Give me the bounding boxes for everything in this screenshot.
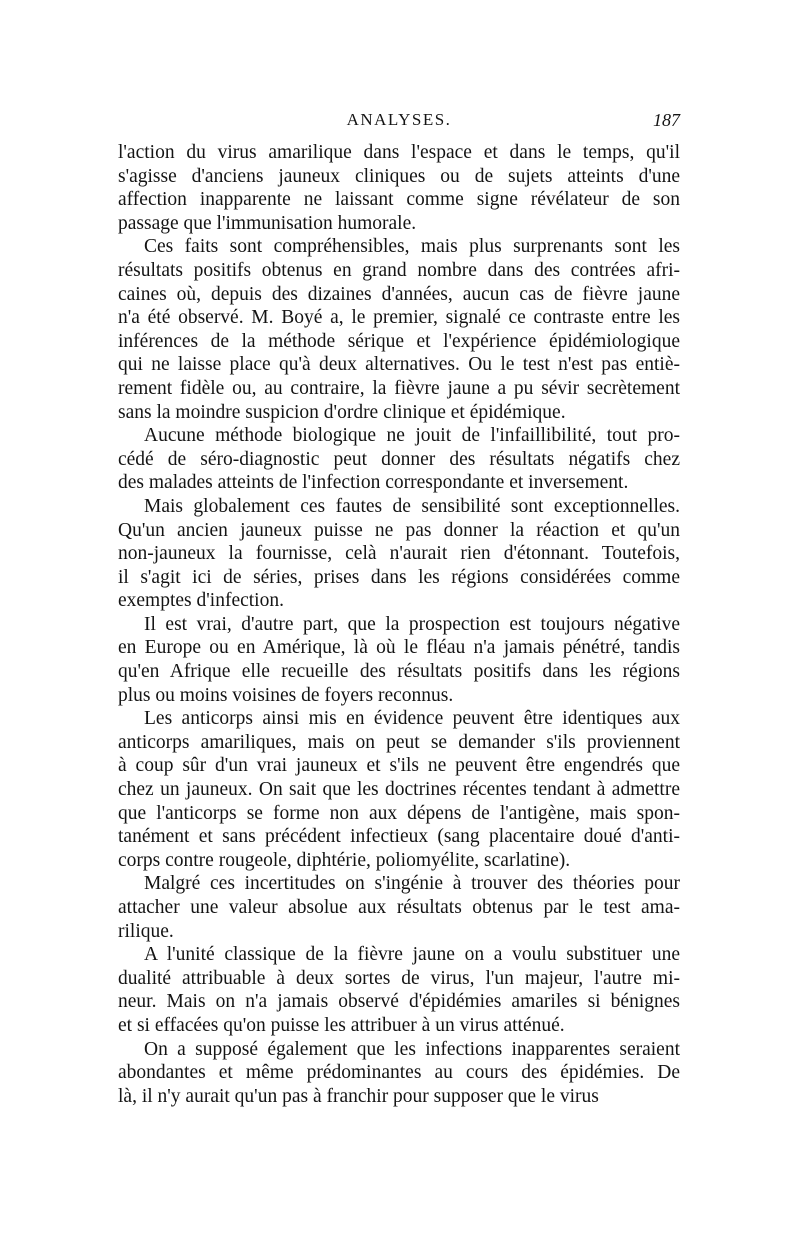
text-line: abondantes et même prédominantes au cours des épidémies. De: [118, 1062, 680, 1084]
paragraph: [118, 424, 680, 495]
text-line: affection inapparente ne laissant comme signe révélateur de son: [118, 189, 680, 211]
text-line: l'action du virus amarilique dans l'espace et dans le temps, qu'il: [118, 142, 680, 163]
text-line: en Europe ou en Amérique, là où le fléau n'a jamais pénétré, tandis: [118, 637, 680, 659]
text-line: là, il n'y aurait qu'un pas à franchir pour supposer que le virus: [118, 1085, 599, 1107]
text-line: Ces faits sont compréhensibles, mais plus surprenants sont les: [144, 236, 680, 258]
text-line: attacher une valeur absolue aux résultats obtenus par le test ama-: [118, 897, 680, 918]
body-text: [118, 141, 680, 1108]
text-line: anticorps amariliques, mais on peut se demander s'ils proviennent: [118, 731, 680, 753]
text-line: inférences de la méthode sérique et l'expérience épidémiologique: [118, 330, 680, 352]
text-line: non-jauneux la fournisse, celà n'aurait rien d'étonnant. Toutefois,: [118, 543, 680, 565]
text-line: exemptes d'infection.: [118, 590, 284, 612]
paragraph: [118, 943, 680, 1037]
text-line: des malades atteints de l'infection correspondante et inversement.: [118, 472, 629, 494]
text-line: rilique.: [118, 920, 174, 942]
text-line: Qu'un ancien jauneux puisse ne pas donner la réaction et qu'un: [118, 519, 680, 541]
paragraph: [118, 872, 680, 943]
paragraph: [118, 141, 680, 235]
text-line: corps contre rougeole, diphtérie, poliomyélite, scarlatine).: [118, 849, 571, 871]
text-line: rement fidèle ou, au contraire, la fièvre jaune a pu sévir secrètement: [118, 377, 680, 399]
paragraph: [118, 1038, 680, 1109]
running-head: [118, 108, 680, 132]
paragraph: [118, 613, 680, 707]
text-line: passage que l'immunisation humorale.: [118, 212, 417, 234]
text-line: que l'anticorps se forme non aux dépens de l'antigène, mais spon-: [118, 802, 680, 824]
text-line: Malgré ces incertitudes on s'ingénie à trouver des théories pour: [144, 873, 680, 895]
text-line: Il est vrai, d'autre part, que la prospection est toujours négative: [144, 613, 680, 635]
text-line: tanément et sans précédent infectieux (sang placentaire doué d'anti-: [118, 826, 680, 848]
text-line: qu'en Afrique elle recueille des résultats positifs dans les régions: [118, 661, 680, 683]
text-line: dualité attribuable à deux sortes de virus, l'un majeur, l'autre mi-: [118, 967, 680, 989]
text-line: neur. Mais on n'a jamais observé d'épidémies amariles si bénignes: [118, 991, 680, 1013]
text-line: n'a été observé. M. Boyé a, le premier, signalé ce contraste entre les: [118, 307, 680, 329]
text-line: résultats positifs obtenus en grand nombre dans des contrées afri-: [118, 259, 680, 281]
text-line: On a supposé également que les infections inapparentes seraient: [144, 1038, 680, 1060]
running-title: ANALYSES.: [346, 110, 452, 129]
text-line: Les anticorps ainsi mis en évidence peuvent être identiques aux: [144, 708, 680, 730]
paragraph: [118, 707, 680, 872]
text-line: sans la moindre suspicion d'ordre clinique et épidémique.: [118, 401, 566, 423]
text-line: Aucune méthode biologique ne jouit de l'infaillibilité, tout pro-: [144, 425, 680, 447]
text-line: à coup sûr d'un vrai jauneux et s'ils ne peuvent être engendrés que: [118, 755, 680, 777]
text-line: plus ou moins voisines de foyers reconnus.: [118, 684, 454, 706]
text-line: A l'unité classique de la fièvre jaune on a voulu substituer une: [144, 944, 680, 966]
text-line: il s'agit ici de séries, prises dans les régions considérées comme: [118, 566, 680, 588]
text-line: cédé de séro-diagnostic peut donner des résultats négatifs chez: [118, 448, 680, 470]
text-line: chez un jauneux. On sait que les doctrines récentes tendant à admettre: [118, 779, 680, 801]
text-line: caines où, depuis des dizaines d'années, aucun cas de fièvre jaune: [118, 283, 680, 305]
paragraph: [118, 495, 680, 613]
text-line: Mais globalement ces fautes de sensibilité sont exceptionnelles.: [144, 495, 680, 517]
text-line: s'agisse d'anciens jauneux cliniques ou de sujets atteints d'une: [118, 165, 680, 187]
page-number: 187: [653, 110, 680, 130]
paragraph: [118, 235, 680, 424]
text-line: qui ne laisse place qu'à deux alternatives. Ou le test n'est pas entiè-: [118, 354, 680, 376]
text-line: et si effacées qu'on puisse les attribuer à un virus atténué.: [118, 1014, 565, 1036]
